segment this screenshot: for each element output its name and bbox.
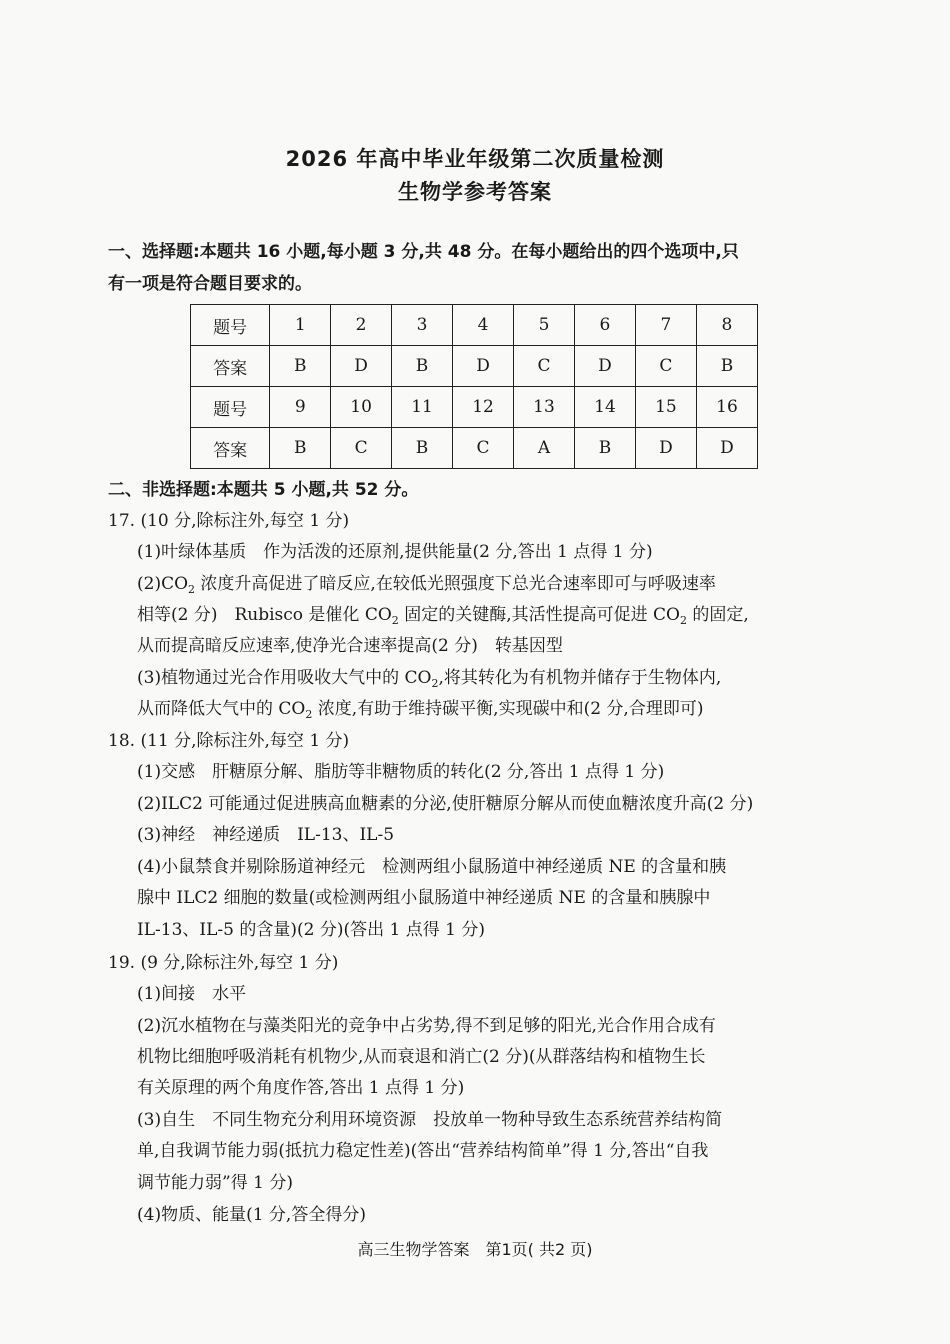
table-cell: 12	[453, 387, 514, 428]
q18-line-4: (4)小鼠禁食并剔除肠道神经元 检测两组小鼠肠道中神经递质 NE 的含量和胰	[137, 857, 727, 877]
table-cell: B	[574, 428, 635, 469]
table-cell: 7	[635, 305, 696, 346]
q17-line-6: 从而降低大气中的 $CO_2$ 浓度,有助于维持碳平衡,实现碳中和(2 分,合理即可)	[137, 699, 704, 721]
section1-heading-line1: 一、选择题:本题共 16 小题,每小题 3 分,共 48 分。在每小题给出的四个选项中,只	[108, 242, 739, 262]
section1-heading-line2: 有一项是符合题目要求的。	[108, 274, 312, 294]
answer-table	[190, 304, 758, 469]
table-cell: 9	[270, 387, 331, 428]
page-footer: 高三生物学答案 第1页( 共2 页)	[357, 1240, 593, 1259]
page-subtitle: 生物学参考答案	[398, 180, 552, 204]
table-cell: 11	[392, 387, 453, 428]
table-cell: 6	[574, 305, 635, 346]
q18-line-1: (1)交感 肝糖原分解、脂肪等非糖物质的转化(2 分,答出 1 点得 1 分)	[137, 762, 665, 782]
table-cell: B	[270, 346, 331, 387]
q18-line-3: (3)神经 神经递质 IL-13、IL-5	[137, 825, 395, 845]
table-cell: 10	[331, 387, 392, 428]
page-title: 2026 年高中毕业年级第二次质量检测	[285, 147, 665, 171]
table-cell: D	[574, 346, 635, 387]
q19-line-8: (4)物质、能量(1 分,答全得分)	[137, 1205, 366, 1225]
table-cell: 2	[331, 305, 392, 346]
q19-line-5: (3)自生 不同生物充分利用环境资源 投放单一物种导致生态系统营养结构简	[137, 1110, 723, 1130]
q19-line-1: (1)间接 水平	[137, 984, 247, 1004]
table-cell: 1	[270, 305, 331, 346]
table-cell: C	[331, 428, 392, 469]
table-cell: D	[696, 428, 757, 469]
table-header-cell: 题号	[191, 305, 270, 346]
table-cell: A	[514, 428, 575, 469]
table-cell: D	[635, 428, 696, 469]
table-cell: 3	[392, 305, 453, 346]
table-cell: C	[514, 346, 575, 387]
table-cell: D	[453, 346, 514, 387]
q19-line-4: 有关原理的两个角度作答,答出 1 点得 1 分)	[137, 1078, 465, 1098]
table-cell: D	[331, 346, 392, 387]
table-row-numbers-1	[191, 305, 758, 346]
q19-line-2: (2)沉水植物在与藻类阳光的竞争中占劣势,得不到足够的阳光,光合作用合成有	[137, 1016, 716, 1036]
table-cell: B	[392, 346, 453, 387]
q17-line-2: $(2)CO_2$ 浓度升高促进了暗反应,在较低光照强度下总光合速率即可与呼吸速率	[137, 574, 716, 596]
table-row-numbers-2	[191, 387, 758, 428]
table-cell: C	[453, 428, 514, 469]
table-cell: 4	[453, 305, 514, 346]
table-cell: B	[392, 428, 453, 469]
q17-heading: 17. (10 分,除标注外,每空 1 分)	[108, 511, 350, 531]
table-cell: 13	[514, 387, 575, 428]
table-row-answers-2	[191, 428, 758, 469]
q18-line-5: 腺中 ILC2 细胞的数量(或检测两组小鼠肠道中神经递质 NE 的含量和胰腺中	[137, 888, 711, 908]
table-header-cell: 题号	[191, 387, 270, 428]
q17-line-5: (3)植物通过光合作用吸收大气中的 $CO_2$,将其转化为有机物并储存于生物体内,	[137, 668, 722, 690]
q17-line-1: (1)叶绿体基质 作为活泼的还原剂,提供能量(2 分,答出 1 点得 1 分)	[137, 542, 653, 562]
table-cell: B	[696, 346, 757, 387]
table-cell: 14	[574, 387, 635, 428]
q18-heading: 18. (11 分,除标注外,每空 1 分)	[108, 731, 350, 751]
table-cell: 16	[696, 387, 757, 428]
table-cell: 8	[696, 305, 757, 346]
table-cell: 15	[635, 387, 696, 428]
table-cell: 5	[514, 305, 575, 346]
q19-heading: 19. (9 分,除标注外,每空 1 分)	[108, 953, 339, 973]
q19-line-3: 机物比细胞呼吸消耗有机物少,从而衰退和消亡(2 分)(从群落结构和植物生长	[137, 1047, 706, 1067]
table-cell: C	[635, 346, 696, 387]
q17-line-4: 从而提高暗反应速率,使净光合速率提高(2 分) 转基因型	[137, 636, 563, 656]
q18-line-2: (2)ILC2 可能通过促进胰高血糖素的分泌,使肝糖原分解从而使血糖浓度升高(2 分)	[137, 794, 754, 814]
q17-line-3: 相等(2 分) Rubisco 是催化 $CO_2$ 固定的关键酶,其活性提高可促进 $CO_2$ 的固定,	[137, 605, 749, 627]
table-header-cell: 答案	[191, 346, 270, 387]
q19-line-6: 单,自我调节能力弱(抵抗力稳定性差)(答出“营养结构简单”得 1 分,答出“自我	[137, 1141, 709, 1161]
q19-line-7: 调节能力弱”得 1 分)	[137, 1173, 293, 1193]
table-header-cell: 答案	[191, 428, 270, 469]
table-row-answers-1	[191, 346, 758, 387]
section2-heading: 二、非选择题:本题共 5 小题,共 52 分。	[108, 480, 419, 500]
q18-line-6: IL-13、IL-5 的含量)(2 分)(答出 1 点得 1 分)	[137, 920, 485, 940]
table-cell: B	[270, 428, 331, 469]
